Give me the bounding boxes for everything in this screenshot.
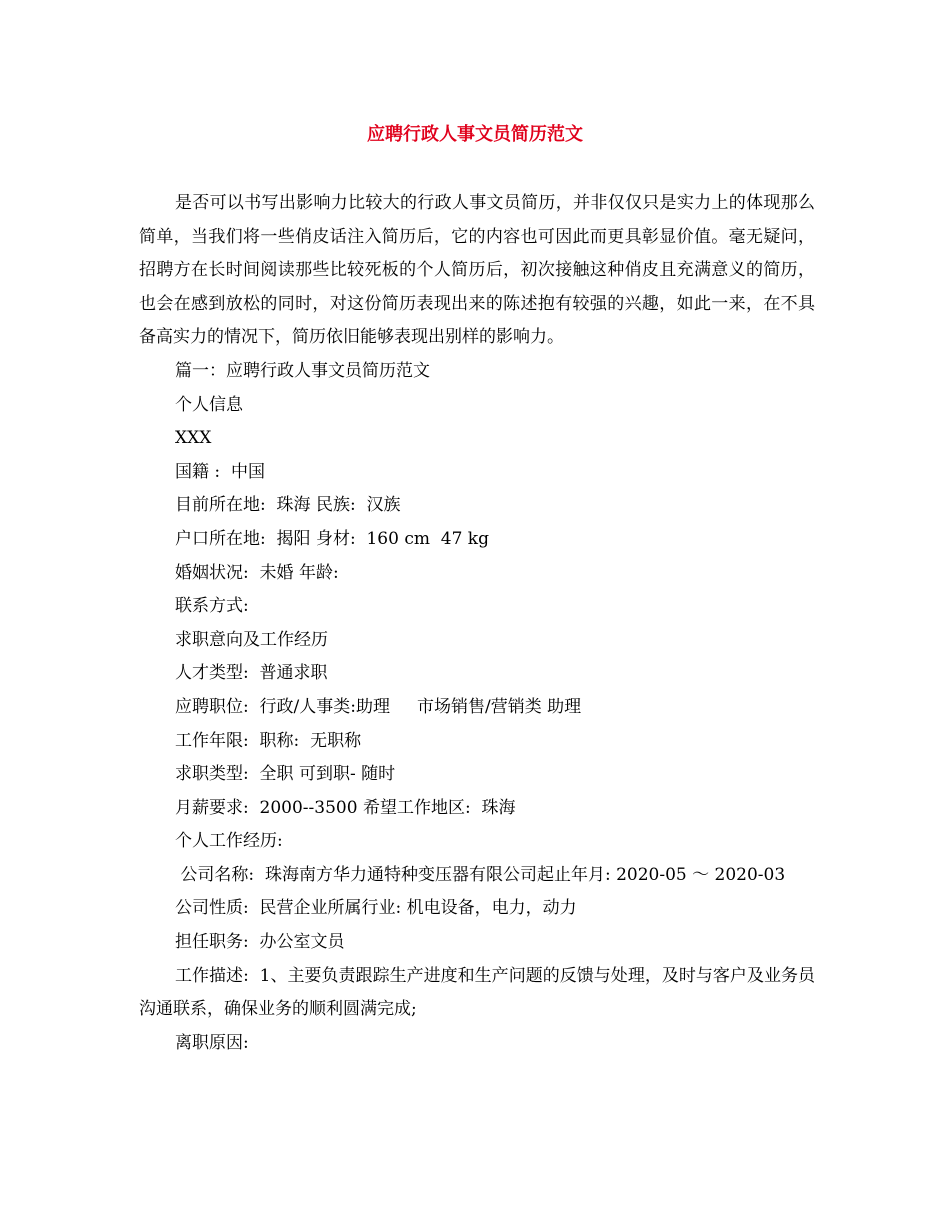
nationality-line: 国籍 : 中国 bbox=[175, 461, 265, 482]
position-line: 应聘职位: 行政/人事类:助理 市场销售/营销类 助理 bbox=[175, 696, 582, 717]
document-title: 应聘行政人事文员简历范文 bbox=[367, 124, 583, 145]
hukou-line: 户口所在地: 揭阳 身材: 160 cm 47 kg bbox=[175, 528, 489, 549]
company-line: 公司名称: 珠海南方华力通特种变压器有限公司起止年月: 2020-05 ～ 2020-03 bbox=[175, 864, 786, 885]
talent-type-line: 人才类型: 普通求职 bbox=[175, 663, 328, 684]
duty-line: 担任职务: 办公室文员 bbox=[175, 932, 345, 953]
personal-info-heading: 个人信息 bbox=[175, 394, 243, 415]
job-intent-heading: 求职意向及工作经历 bbox=[175, 629, 328, 650]
job-type-line: 求职类型: 全职 可到职- 随时 bbox=[175, 764, 396, 785]
salary-line: 月薪要求: 2000--3500 希望工作地区: 珠海 bbox=[175, 797, 516, 818]
section-heading: 篇一：应聘行政人事文员简历范文 bbox=[175, 360, 430, 381]
location-line: 目前所在地: 珠海 民族: 汉族 bbox=[175, 495, 401, 516]
job-description-line: 工作描述: 1、主要负责跟踪生产进度和生产问题的反馈与处理，及时与客户及业务员沟通联系，确保业务的顺利圆满完成; bbox=[139, 965, 815, 1020]
company-type-line: 公司性质: 民营企业所属行业: 机电设备，电力，动力 bbox=[175, 898, 577, 919]
name-line: XXX bbox=[175, 428, 212, 449]
contact-line: 联系方式: bbox=[175, 596, 249, 617]
document-body bbox=[139, 187, 815, 1060]
marital-line: 婚姻状况: 未婚 年龄: bbox=[175, 562, 339, 583]
leave-reason-line: 离职原因: bbox=[175, 1032, 249, 1053]
work-years-line: 工作年限: 职称: 无职称 bbox=[175, 730, 362, 751]
intro-paragraph: 是否可以书写出影响力比较大的行政人事文员简历，并非仅仅只是实力上的体现那么简单，当我们将一些俏皮话注入简历后，它的内容也可因此而更具彰显价值。毫无疑问，招聘方在长时间阅读那些比较死板的个人简历后，初次接触这种俏皮且充满意义的简历，也会在感到放松的同时，对这份简历表现出来的陈述抱有较强的兴趣，如此一来，在不具备高实力的情况下，简历依旧能够表现出别样的影响力。 bbox=[139, 193, 815, 348]
work-experience-heading: 个人工作经历: bbox=[175, 831, 283, 852]
